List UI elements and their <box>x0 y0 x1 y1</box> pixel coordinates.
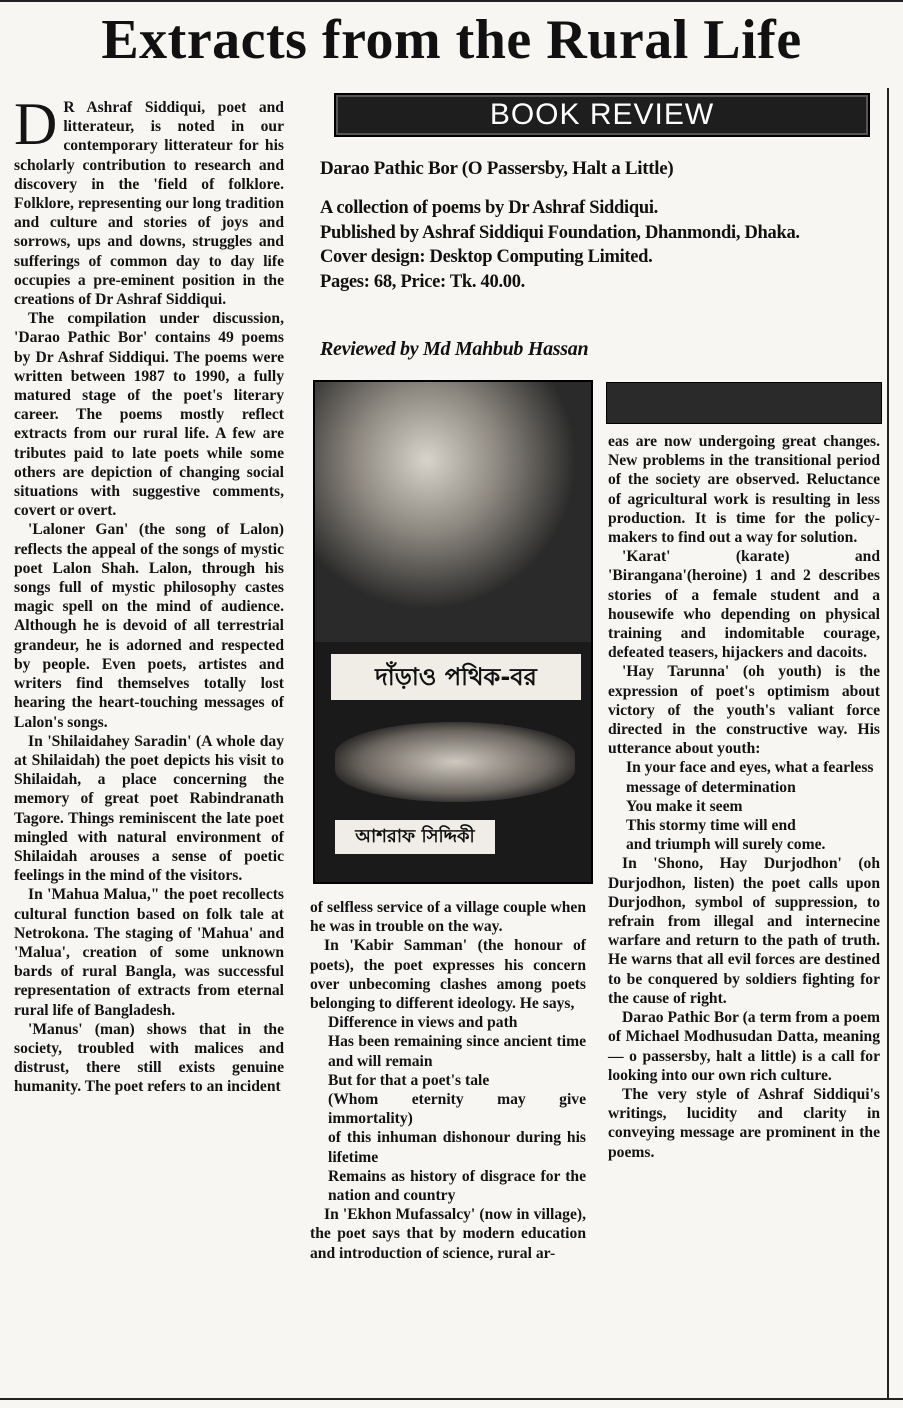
article-paragraph: 'Karat' (karate) and 'Birangana'(heroine) 1 and 2 describes stories of a female student and a housewife who depending on physical training and indomitable courage, defeated teasers, hijackers and dacoits. <box>608 548 880 662</box>
poem-line: This stormy time will end <box>626 817 796 835</box>
bottom-rule <box>0 1398 903 1400</box>
article-paragraph: eas are now undergoing great changes. New problems in the transitional period of the society are observed. Reluctance of agricultural work is resulting in less production. It is time for the policy-makers to find out a way for solution. <box>608 433 880 547</box>
reviewer-byline: Reviewed by Md Mahbub Hassan <box>320 338 589 360</box>
article-column-2 <box>310 898 586 1263</box>
book-detail-line: Pages: 68, Price: Tk. 40.00. <box>320 271 526 292</box>
book-title: Darao Pathic Bor (O Passersby, Halt a Little) <box>320 158 674 179</box>
poem-line: of this inhuman dishonour during his lifetime <box>328 1129 586 1166</box>
poem-line: (Whom eternity may give immortality) <box>328 1091 586 1128</box>
book-review-banner <box>334 93 870 137</box>
article-paragraph: D R Ashraf Siddiqui, poet and litterateur, is noted in our contemporary litterateur for his scholarly contribution to research and discovery in the 'field of folklore. Folklore, representing our long tradition and culture and stories of joys and sorrows, ups and downs, struggles and sufferings of common day to day life occupies a pre-eminent position in the creations of Dr Ashraf Siddiqui. <box>14 91 284 309</box>
column-rule <box>887 88 889 1398</box>
poem-line: message of determination <box>626 778 796 796</box>
poem-line: Difference in views and path <box>328 1014 518 1032</box>
poem-line: and triumph will surely come. <box>626 836 826 854</box>
article-paragraph: 'Hay Tarunna' (oh youth) is the expression of poet's optimism about victory of the youth's valiant force directed in the constructive way. His utterance about youth: <box>608 663 880 758</box>
article-paragraph: In 'Kabir Samman' (the honour of poets), the poet expresses his concern over unbecoming clashes among poets belonging to different ideology. He says, <box>310 937 586 1013</box>
book-detail-line: Cover design: Desktop Computing Limited. <box>320 247 653 267</box>
top-rule <box>0 0 903 2</box>
article-paragraph: 'Manus' (man) shows that in the society, troubled with malices and distrust, there still exists genuine humanity. The poet refers to an incident <box>14 1020 284 1096</box>
article-paragraph: In 'Shono, Hay Durjodhon' (oh Durjodhon, listen) the poet calls upon Durjodhon, symbol of suppression, to refrain from illegal and internecine warfare and return to the path of truth. He warns that all evil forces are destined to be conquered by soldiers fighting for the cause of right. <box>608 855 880 1007</box>
poem-line: You make it seem <box>626 797 743 815</box>
article-paragraph: Darao Pathic Bor (a term from a poem of Michael Modhusudan Datta, meaning — o passersby, halt a little) is a call for looking into our own rich culture. <box>608 1009 880 1084</box>
book-cover-image <box>313 380 593 884</box>
article-paragraph: In 'Ekhon Mufassalcy' (now in village), the poet says that by modern education and introduction of science, rural ar- <box>310 1206 586 1262</box>
poem-line: Has been remaining since ancient time and will remain <box>328 1033 586 1070</box>
article-paragraph: The compilation under discussion, 'Darao Pathic Bor' contains 49 poems by Dr Ashraf Siddiqui. The poems were written between 1987 to 1990, a fully matured stage of the poet's literary career. The poems mostly reflect extracts from our rural life. A few are tributes paid to late poets while some others are depiction of changing social situations with suggestive comments, covert or overt. <box>14 310 284 520</box>
cover-artwork <box>315 382 593 642</box>
poem-line: In your face and eyes, what a fearless <box>626 759 874 777</box>
drop-cap: D <box>14 91 58 157</box>
cover-author: আশরাফ সিদ্দিকী <box>335 820 495 854</box>
article-column-3 <box>608 432 880 1162</box>
book-detail-line: A collection of poems by Dr Ashraf Siddiqui. <box>320 198 659 218</box>
article-paragraph: In 'Shilaidahey Saradin' (A whole day at Shilaidah) the poet depicts his visit to Shilaidah, a place concerning the memory of great poet Rabindranath Tagore. Things reminiscent the late poet mingled with natural environment of Shilaidah arouses a sense of poetic feelings in the mind of the visitors. <box>14 732 284 885</box>
article-paragraph: of selfless service of a village couple when he was in trouble on the way. <box>310 899 586 936</box>
decorative-bar <box>606 382 882 424</box>
book-detail-line: Published by Ashraf Siddiqui Foundation, Dhanmondi, Dhaka. <box>320 222 800 243</box>
cover-title: দাঁড়াও পথিক-বর <box>331 654 581 700</box>
article-paragraph: The very style of Ashraf Siddiqui's writings, lucidity and clarity in conveying message are prominent in the poems. <box>608 1085 880 1161</box>
poem-line: Remains as history of disgrace for the nation and country <box>328 1167 586 1205</box>
article-paragraph: In 'Mahua Malua," the poet recollects cultural function based on folk tale at Netrokona. The staging of 'Mahua' and 'Malua', creation of some unknown bards of rural Bangla, was successful representation of extracts from eternal rural life of Bangladesh. <box>14 886 284 1019</box>
banner-label: BOOK REVIEW <box>489 98 715 131</box>
headline: Extracts from the Rural Life <box>101 9 802 71</box>
poem-line: But for that a poet's tale <box>328 1071 490 1089</box>
book-details <box>320 196 880 294</box>
article-column-1 <box>14 91 284 1097</box>
cover-artwork <box>335 722 575 802</box>
article-paragraph: 'Laloner Gan' (the song of Lalon) reflects the appeal of the songs of mystic poet Lalon Shah. Lalon, through his songs full of mystic philosophy castes magic spell on the mind of audience. Although he is devoid of all terrestrial grandeur, he is adorned and respected by people. Even poets, artistes and writers find themselves totally lost hearing the heart-touching messages of Lalon's songs. <box>14 521 284 731</box>
